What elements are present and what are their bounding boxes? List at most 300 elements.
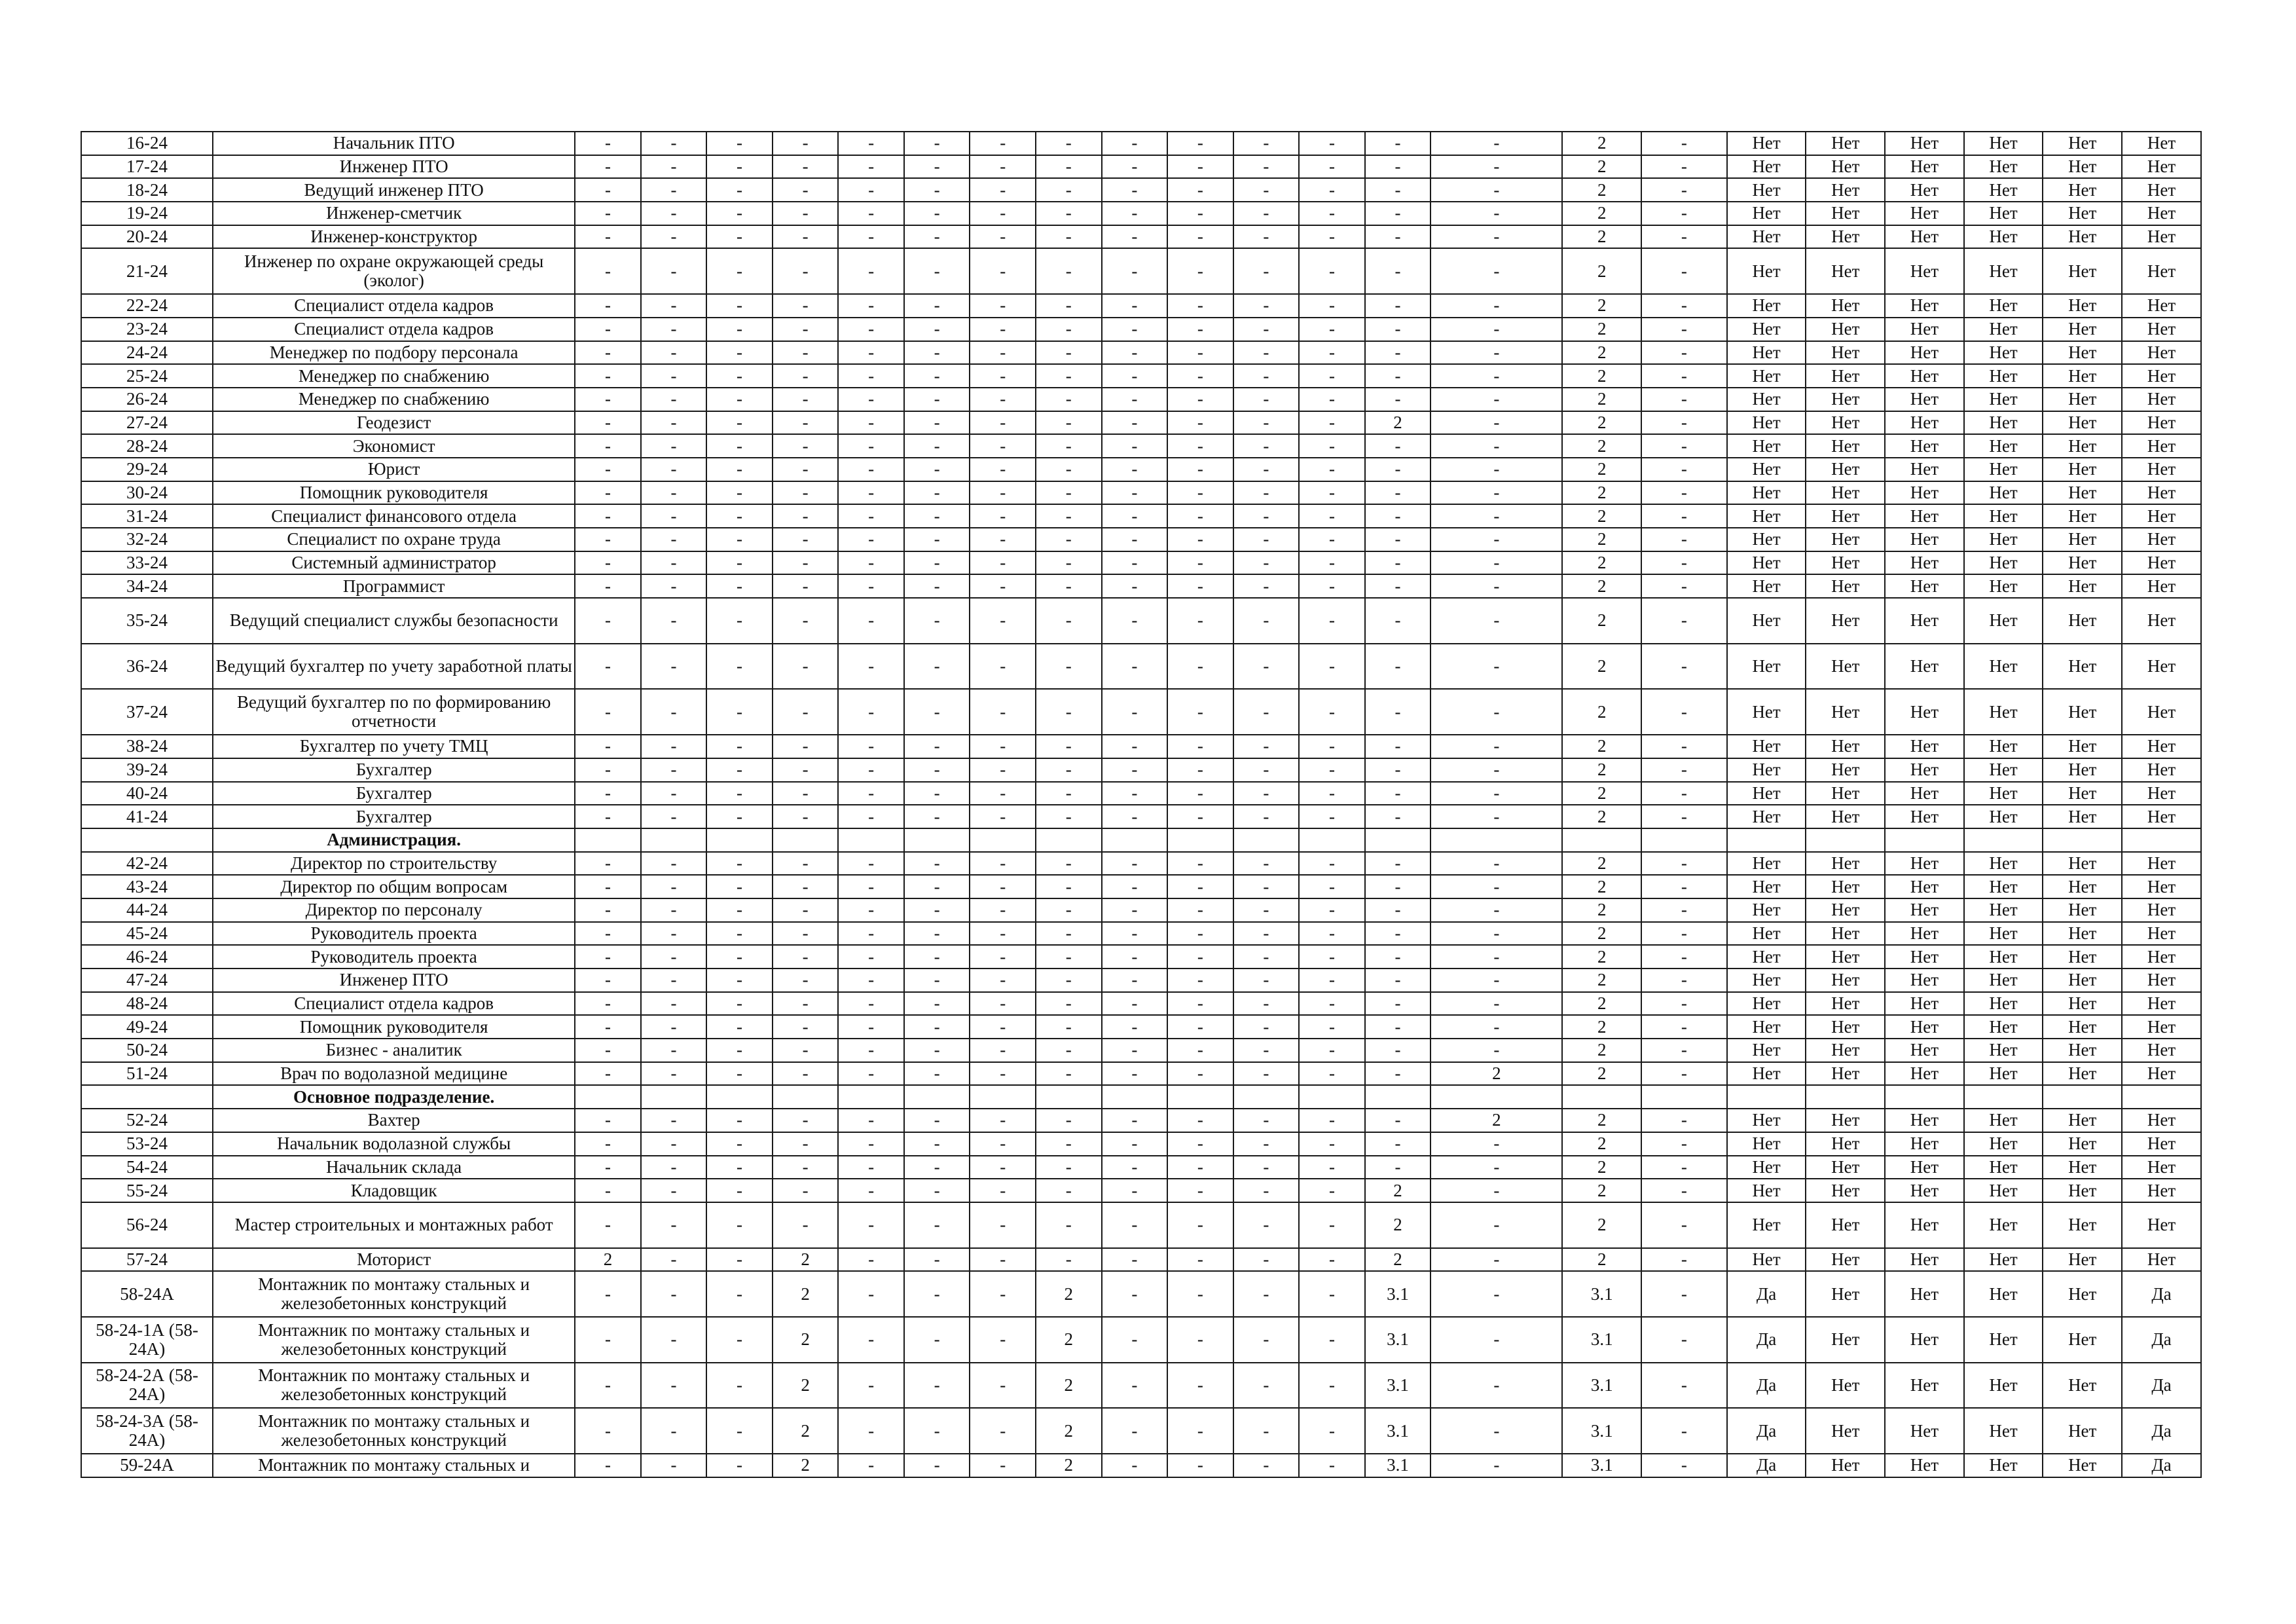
value-cell: 2	[1562, 1179, 1641, 1202]
value-cell: Нет	[1727, 1039, 1806, 1062]
value-cell: -	[1365, 689, 1431, 735]
value-cell: -	[1641, 875, 1727, 898]
value-cell: Нет	[2043, 782, 2122, 805]
value-cell: -	[706, 411, 773, 435]
value-cell: Нет	[2122, 758, 2201, 782]
value-cell: -	[575, 574, 641, 598]
value-cell: 2	[1562, 411, 1641, 435]
value-cell: -	[641, 388, 707, 411]
value-cell: Нет	[1806, 528, 1885, 551]
value-cell: -	[970, 248, 1036, 294]
value-cell: Нет	[1727, 155, 1806, 179]
value-cell: -	[1365, 758, 1431, 782]
position-name-cell: Инженер-конструктор	[213, 225, 575, 249]
value-cell: Нет	[1806, 1363, 1885, 1409]
value-cell: -	[838, 875, 904, 898]
row-id-cell: 47-24	[81, 969, 213, 992]
value-cell: -	[575, 388, 641, 411]
value-cell: -	[970, 735, 1036, 758]
value-cell	[1299, 828, 1365, 852]
value-cell: Нет	[2122, 528, 2201, 551]
value-cell: -	[1430, 481, 1562, 505]
table-row	[81, 782, 2201, 805]
value-cell: -	[773, 644, 839, 690]
value-cell: Нет	[1806, 364, 1885, 388]
table-row	[81, 458, 2201, 481]
value-cell: -	[1233, 598, 1300, 644]
value-cell: -	[1036, 1015, 1102, 1039]
position-name-cell: Бухгалтер	[213, 758, 575, 782]
value-cell: -	[773, 992, 839, 1016]
value-cell: -	[838, 504, 904, 528]
value-cell: -	[1299, 434, 1365, 458]
value-cell: 2	[1562, 969, 1641, 992]
value-cell: -	[838, 1039, 904, 1062]
value-cell: -	[773, 202, 839, 225]
value-cell: Нет	[1806, 1109, 1885, 1132]
value-cell: -	[904, 1062, 970, 1086]
table-row	[81, 992, 2201, 1016]
table-row	[81, 1156, 2201, 1179]
value-cell: -	[1036, 735, 1102, 758]
value-cell: -	[773, 481, 839, 505]
value-cell: Нет	[2043, 481, 2122, 505]
value-cell: -	[1365, 852, 1431, 876]
value-cell: 2	[1036, 1454, 1102, 1477]
value-cell: Нет	[1727, 969, 1806, 992]
value-cell: Нет	[1964, 898, 2043, 922]
value-cell: 2	[1562, 1109, 1641, 1132]
value-cell: -	[1233, 341, 1300, 365]
value-cell: Нет	[1885, 758, 1964, 782]
value-cell: -	[838, 992, 904, 1016]
value-cell: -	[1036, 434, 1102, 458]
table-row	[81, 318, 2201, 341]
value-cell: -	[1299, 132, 1365, 155]
value-cell: -	[1233, 1179, 1300, 1202]
value-cell: Нет	[1806, 1156, 1885, 1179]
value-cell: -	[641, 852, 707, 876]
value-cell: -	[575, 178, 641, 202]
value-cell: -	[1641, 1202, 1727, 1248]
value-cell: -	[1365, 945, 1431, 969]
table-row	[81, 504, 2201, 528]
value-cell: Нет	[1964, 574, 2043, 598]
value-cell: Нет	[1964, 644, 2043, 690]
value-cell: Нет	[1964, 341, 2043, 365]
value-cell: -	[1167, 1363, 1233, 1409]
value-cell: -	[838, 1202, 904, 1248]
value-cell	[1885, 828, 1964, 852]
position-name-cell: Директор по персоналу	[213, 898, 575, 922]
value-cell: Нет	[2122, 551, 2201, 575]
value-cell: -	[1167, 782, 1233, 805]
value-cell: -	[1430, 411, 1562, 435]
value-cell: -	[773, 504, 839, 528]
value-cell	[1102, 1085, 1168, 1109]
value-cell: Нет	[1964, 598, 2043, 644]
value-cell: -	[1365, 318, 1431, 341]
value-cell: -	[1233, 1271, 1300, 1317]
value-cell: -	[706, 1132, 773, 1156]
value-cell: -	[641, 155, 707, 179]
table-row	[81, 481, 2201, 505]
value-cell: -	[773, 294, 839, 318]
value-cell: Нет	[1885, 945, 1964, 969]
value-cell: -	[1167, 1039, 1233, 1062]
value-cell: -	[1430, 388, 1562, 411]
section-title-cell: Администрация.	[213, 828, 575, 852]
value-cell: -	[641, 1062, 707, 1086]
value-cell	[1964, 828, 2043, 852]
value-cell: -	[1233, 318, 1300, 341]
value-cell: Нет	[2043, 528, 2122, 551]
value-cell: -	[1102, 1202, 1168, 1248]
value-cell: -	[1299, 1156, 1365, 1179]
value-cell: -	[1167, 922, 1233, 946]
value-cell: Нет	[1885, 644, 1964, 690]
value-cell: -	[904, 202, 970, 225]
value-cell: -	[838, 155, 904, 179]
value-cell: -	[838, 225, 904, 249]
value-cell: -	[641, 1132, 707, 1156]
value-cell: -	[904, 1179, 970, 1202]
value-cell: -	[575, 504, 641, 528]
table-body	[81, 132, 2201, 1477]
value-cell: -	[1036, 689, 1102, 735]
value-cell: Нет	[1806, 481, 1885, 505]
value-cell: -	[970, 364, 1036, 388]
value-cell: Нет	[2043, 1408, 2122, 1454]
row-id-cell: 21-24	[81, 248, 213, 294]
value-cell: Нет	[1727, 1132, 1806, 1156]
value-cell: Нет	[2043, 898, 2122, 922]
value-cell: -	[641, 364, 707, 388]
row-id-cell: 16-24	[81, 132, 213, 155]
value-cell: Нет	[1964, 1039, 2043, 1062]
value-cell: Нет	[1806, 852, 1885, 876]
value-cell: -	[838, 1109, 904, 1132]
value-cell: Нет	[2122, 341, 2201, 365]
value-cell: Нет	[1727, 1179, 1806, 1202]
value-cell: -	[1167, 364, 1233, 388]
value-cell: -	[706, 155, 773, 179]
value-cell: -	[706, 1363, 773, 1409]
value-cell: -	[1167, 1062, 1233, 1086]
value-cell: -	[575, 852, 641, 876]
value-cell: Нет	[2122, 992, 2201, 1016]
value-cell: -	[1430, 1271, 1562, 1317]
value-cell: Нет	[1964, 248, 2043, 294]
value-cell: Нет	[1885, 1248, 1964, 1272]
value-cell: -	[1167, 318, 1233, 341]
value-cell: -	[1365, 458, 1431, 481]
row-id-cell: 44-24	[81, 898, 213, 922]
value-cell: 2	[1562, 528, 1641, 551]
value-cell: 2	[1562, 364, 1641, 388]
value-cell: -	[1430, 852, 1562, 876]
value-cell	[1964, 1085, 2043, 1109]
value-cell	[1641, 828, 1727, 852]
table-row	[81, 1179, 2201, 1202]
value-cell: Нет	[1885, 922, 1964, 946]
value-cell: -	[1102, 758, 1168, 782]
value-cell: Да	[1727, 1454, 1806, 1477]
value-cell: 2	[1562, 758, 1641, 782]
value-cell	[575, 828, 641, 852]
value-cell: -	[575, 1039, 641, 1062]
table-row	[81, 598, 2201, 644]
value-cell: -	[1299, 248, 1365, 294]
value-cell: -	[1299, 388, 1365, 411]
value-cell: Нет	[1885, 434, 1964, 458]
value-cell: Нет	[1964, 434, 2043, 458]
position-name-cell: Инженер по охране окружающей среды (эколог)	[213, 248, 575, 294]
value-cell: Нет	[1964, 875, 2043, 898]
value-cell: 2	[1036, 1363, 1102, 1409]
value-cell: -	[904, 1317, 970, 1363]
value-cell: Нет	[2043, 341, 2122, 365]
value-cell: -	[904, 1109, 970, 1132]
value-cell: -	[970, 1202, 1036, 1248]
value-cell: Нет	[2122, 202, 2201, 225]
value-cell: -	[970, 155, 1036, 179]
value-cell: -	[575, 805, 641, 828]
value-cell: -	[706, 528, 773, 551]
value-cell: 2	[1562, 1156, 1641, 1179]
position-name-cell: Программист	[213, 574, 575, 598]
value-cell: Нет	[1885, 1454, 1964, 1477]
value-cell: -	[575, 411, 641, 435]
value-cell: 2	[1562, 782, 1641, 805]
value-cell: -	[641, 481, 707, 505]
row-id-cell: 51-24	[81, 1062, 213, 1086]
value-cell: 2	[1562, 551, 1641, 575]
value-cell: Нет	[1885, 1039, 1964, 1062]
value-cell: -	[1233, 689, 1300, 735]
value-cell: -	[641, 875, 707, 898]
value-cell: -	[1299, 1039, 1365, 1062]
value-cell: Нет	[1806, 202, 1885, 225]
value-cell: -	[1365, 294, 1431, 318]
value-cell: -	[1036, 1156, 1102, 1179]
value-cell: -	[1233, 411, 1300, 435]
value-cell: -	[641, 1454, 707, 1477]
value-cell: -	[1233, 992, 1300, 1016]
value-cell	[641, 1085, 707, 1109]
value-cell	[1167, 1085, 1233, 1109]
value-cell: -	[641, 411, 707, 435]
value-cell: -	[838, 735, 904, 758]
value-cell: Нет	[2122, 1109, 2201, 1132]
value-cell: -	[1365, 598, 1431, 644]
value-cell: -	[970, 1062, 1036, 1086]
value-cell: -	[1430, 735, 1562, 758]
value-cell: -	[575, 434, 641, 458]
value-cell: -	[773, 411, 839, 435]
value-cell: Нет	[1885, 1202, 1964, 1248]
value-cell: Нет	[2043, 1271, 2122, 1317]
value-cell: -	[1365, 248, 1431, 294]
value-cell: -	[1233, 1132, 1300, 1156]
value-cell: Нет	[1806, 155, 1885, 179]
value-cell: -	[970, 758, 1036, 782]
value-cell: -	[1233, 458, 1300, 481]
value-cell: -	[575, 1202, 641, 1248]
value-cell: -	[1233, 1062, 1300, 1086]
value-cell: -	[904, 598, 970, 644]
value-cell: -	[1299, 551, 1365, 575]
value-cell	[1102, 828, 1168, 852]
value-cell: 2	[1562, 898, 1641, 922]
value-cell: -	[838, 689, 904, 735]
value-cell: -	[904, 1408, 970, 1454]
value-cell: 3.1	[1562, 1363, 1641, 1409]
value-cell: Нет	[1806, 574, 1885, 598]
value-cell	[2122, 1085, 2201, 1109]
value-cell: -	[1102, 945, 1168, 969]
value-cell: -	[970, 225, 1036, 249]
value-cell: Нет	[2122, 1039, 2201, 1062]
value-cell: -	[1036, 992, 1102, 1016]
value-cell: Нет	[1806, 945, 1885, 969]
value-cell: 2	[1365, 1248, 1431, 1272]
value-cell: -	[1365, 735, 1431, 758]
value-cell: -	[838, 248, 904, 294]
row-id-cell: 50-24	[81, 1039, 213, 1062]
value-cell: -	[1299, 504, 1365, 528]
value-cell: -	[641, 1202, 707, 1248]
value-cell: -	[1102, 411, 1168, 435]
value-cell: -	[904, 922, 970, 946]
value-cell	[1727, 1085, 1806, 1109]
value-cell: -	[838, 202, 904, 225]
value-cell	[2122, 828, 2201, 852]
value-cell: -	[706, 458, 773, 481]
value-cell: -	[904, 294, 970, 318]
value-cell: -	[1430, 1039, 1562, 1062]
value-cell: -	[641, 945, 707, 969]
value-cell: -	[1299, 1062, 1365, 1086]
table-row	[81, 1202, 2201, 1248]
value-cell: Нет	[1885, 1179, 1964, 1202]
value-cell: Нет	[1964, 1132, 2043, 1156]
position-name-cell: Монтажник по монтажу стальных и железобетонных конструкций	[213, 1317, 575, 1363]
value-cell: Нет	[2122, 805, 2201, 828]
value-cell: -	[1102, 1363, 1168, 1409]
position-name-cell: Инженер ПТО	[213, 969, 575, 992]
value-cell: -	[1102, 481, 1168, 505]
value-cell: -	[838, 1132, 904, 1156]
value-cell: 2	[773, 1363, 839, 1409]
value-cell: Нет	[1885, 1408, 1964, 1454]
value-cell: -	[706, 574, 773, 598]
value-cell: -	[773, 598, 839, 644]
value-cell: Нет	[1727, 735, 1806, 758]
value-cell: 2	[1562, 644, 1641, 690]
row-id-cell: 28-24	[81, 434, 213, 458]
value-cell	[1036, 1085, 1102, 1109]
value-cell: -	[838, 1317, 904, 1363]
value-cell: -	[1365, 1015, 1431, 1039]
value-cell: -	[904, 458, 970, 481]
value-cell	[970, 828, 1036, 852]
value-cell: Нет	[2043, 852, 2122, 876]
value-cell: 3.1	[1562, 1454, 1641, 1477]
value-cell: -	[1233, 1408, 1300, 1454]
value-cell: -	[1167, 898, 1233, 922]
value-cell: -	[1430, 202, 1562, 225]
value-cell: 2	[1562, 458, 1641, 481]
value-cell: -	[1365, 341, 1431, 365]
row-id-cell: 39-24	[81, 758, 213, 782]
value-cell	[1365, 1085, 1431, 1109]
value-cell: -	[970, 1454, 1036, 1477]
value-cell: -	[641, 225, 707, 249]
value-cell: -	[1641, 1015, 1727, 1039]
value-cell: -	[773, 898, 839, 922]
value-cell: Нет	[2122, 1132, 2201, 1156]
value-cell: Нет	[1727, 132, 1806, 155]
value-cell: Нет	[1806, 1132, 1885, 1156]
value-cell: -	[1102, 852, 1168, 876]
value-cell: -	[1102, 805, 1168, 828]
value-cell: -	[773, 574, 839, 598]
value-cell: Нет	[2043, 1039, 2122, 1062]
value-cell: -	[970, 1408, 1036, 1454]
value-cell: Нет	[2043, 1317, 2122, 1363]
value-cell: -	[1641, 388, 1727, 411]
value-cell: Нет	[1964, 504, 2043, 528]
value-cell: -	[706, 1271, 773, 1317]
value-cell: -	[970, 852, 1036, 876]
value-cell: Да	[1727, 1271, 1806, 1317]
value-cell: -	[904, 1271, 970, 1317]
value-cell: Нет	[2043, 1015, 2122, 1039]
value-cell: -	[838, 758, 904, 782]
position-name-cell: Геодезист	[213, 411, 575, 435]
value-cell: -	[641, 341, 707, 365]
value-cell: Нет	[1964, 1015, 2043, 1039]
position-name-cell: Помощник руководителя	[213, 481, 575, 505]
value-cell: Нет	[1727, 434, 1806, 458]
value-cell: Нет	[1727, 805, 1806, 828]
row-id-cell: 22-24	[81, 294, 213, 318]
value-cell: 3.1	[1365, 1363, 1431, 1409]
value-cell	[1233, 1085, 1300, 1109]
value-cell: -	[773, 458, 839, 481]
value-cell: Нет	[2122, 898, 2201, 922]
value-cell: -	[1430, 504, 1562, 528]
value-cell: -	[1233, 202, 1300, 225]
value-cell: -	[1036, 1109, 1102, 1132]
value-cell: 3.1	[1365, 1454, 1431, 1477]
value-cell: Нет	[2122, 922, 2201, 946]
value-cell: -	[904, 248, 970, 294]
value-cell: Нет	[2122, 1202, 2201, 1248]
value-cell: -	[1641, 805, 1727, 828]
value-cell: Нет	[1727, 388, 1806, 411]
row-id-cell: 58-24-3А (58-24А)	[81, 1408, 213, 1454]
value-cell: -	[904, 178, 970, 202]
value-cell: -	[706, 341, 773, 365]
value-cell: -	[1430, 458, 1562, 481]
value-cell: Нет	[1806, 898, 1885, 922]
position-name-cell: Инженер ПТО	[213, 155, 575, 179]
value-cell	[706, 1085, 773, 1109]
value-cell: Нет	[2122, 1179, 2201, 1202]
value-cell: Нет	[1885, 1062, 1964, 1086]
